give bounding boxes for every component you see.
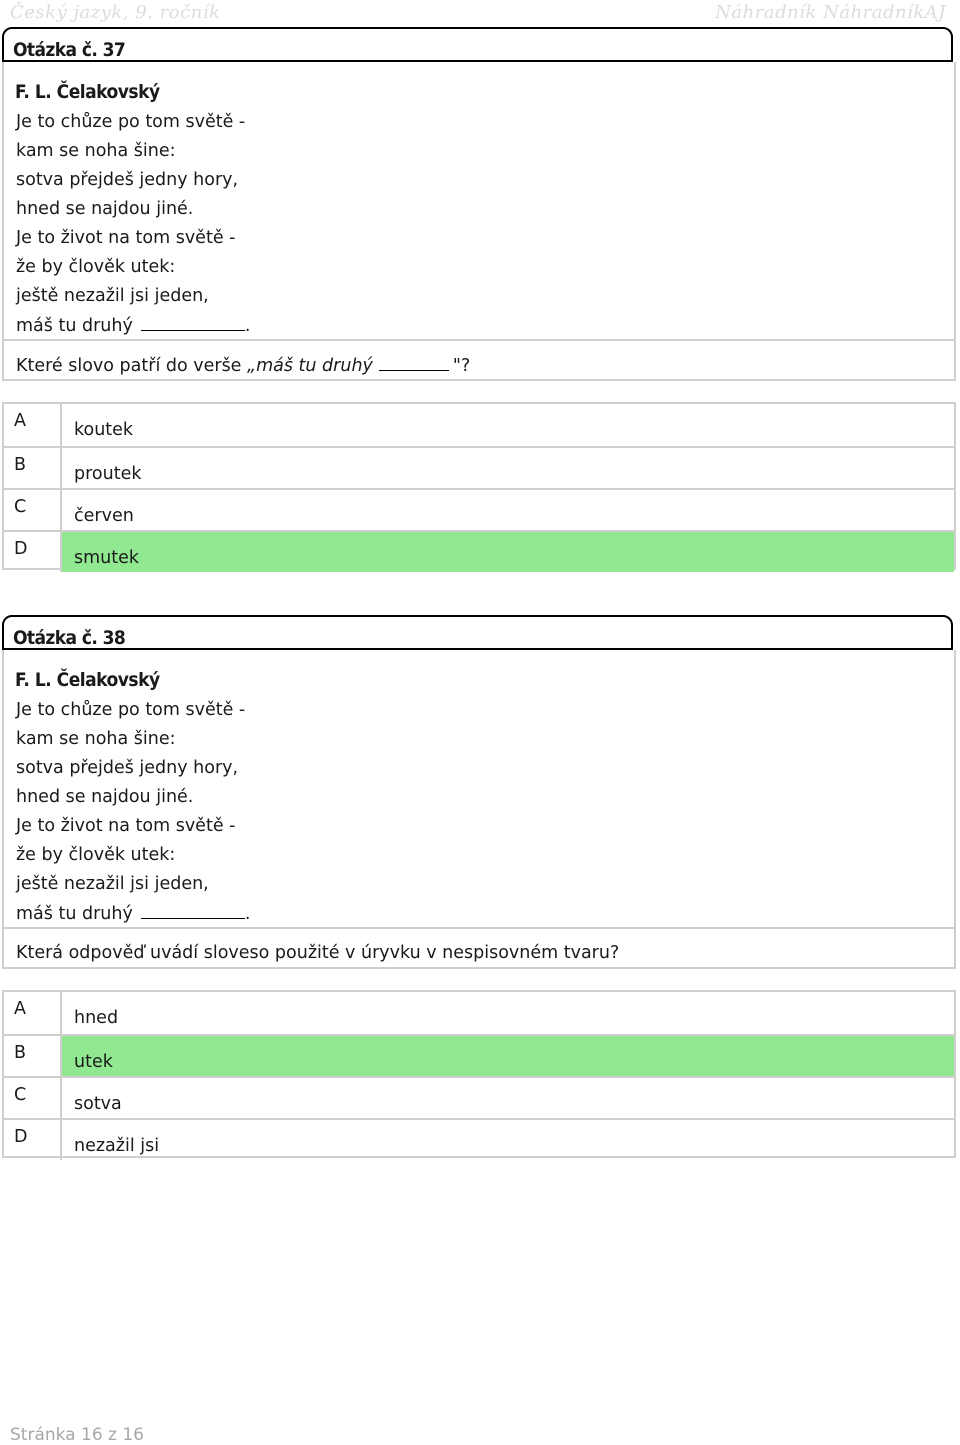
- option-letter: C: [14, 497, 27, 517]
- poem-line: Je to chůze po tom světě -: [16, 700, 246, 720]
- question-prompt: [16, 355, 470, 376]
- prompt-quote: „máš tu druhý: [247, 356, 373, 376]
- poem-line: hned se najdou jiné.: [16, 787, 194, 807]
- punctuation: .: [244, 904, 251, 924]
- poem-block: [2, 650, 956, 929]
- poem-line-blank: [16, 903, 250, 924]
- option-text: utek: [74, 1052, 113, 1072]
- option-letter: D: [14, 539, 28, 559]
- option-letter: C: [14, 1085, 27, 1105]
- option-text: koutek: [74, 420, 134, 440]
- question-prompt: Která odpověď uvádí sloveso použité v úryvku v nespisovném tvaru?: [16, 943, 620, 963]
- header-subject: Český jazyk, 9. ročník: [10, 2, 221, 23]
- poem-line: sotva přejdeš jedny hory,: [16, 758, 239, 778]
- poem-line-blank: [16, 315, 250, 336]
- poem-line: kam se noha šine:: [16, 729, 176, 749]
- poem-author: F. L. Čelakovský: [15, 81, 160, 103]
- option-letter: A: [14, 999, 26, 1019]
- question-title-box: [2, 615, 953, 650]
- question-prompt-row: [2, 927, 956, 969]
- option-a[interactable]: [4, 992, 954, 1034]
- answer-blank: [141, 903, 245, 919]
- option-letter: B: [14, 1043, 27, 1063]
- poem-line: kam se noha šine:: [16, 141, 176, 161]
- option-text: sotva: [74, 1094, 122, 1114]
- poem-line: Je to život na tom světě -: [16, 228, 236, 248]
- poem-line: máš tu druhý: [16, 316, 133, 336]
- prompt-end: "?: [452, 356, 471, 376]
- poem-line: hned se najdou jiné.: [16, 199, 194, 219]
- poem-line: ještě nezažil jsi jeden,: [16, 874, 209, 894]
- poem-line: že by člověk utek:: [16, 257, 176, 277]
- option-text: hned: [74, 1008, 119, 1028]
- option-d[interactable]: [4, 1118, 954, 1160]
- prompt-blank: [379, 355, 449, 371]
- option-b[interactable]: [4, 446, 954, 488]
- poem-line: Je to život na tom světě -: [16, 816, 236, 836]
- question-title-box: [2, 27, 953, 62]
- option-text: nezažil jsi: [74, 1136, 160, 1156]
- option-b-correct[interactable]: [4, 1034, 954, 1076]
- punctuation: .: [244, 316, 251, 336]
- header-student: Náhradník NáhradníkAJ: [715, 2, 946, 23]
- option-letter: D: [14, 1127, 28, 1147]
- question-title: Otázka č. 38: [13, 627, 126, 649]
- option-d-correct[interactable]: [4, 530, 954, 572]
- poem-line: ještě nezažil jsi jeden,: [16, 286, 209, 306]
- poem-line: máš tu druhý: [16, 904, 133, 924]
- answer-blank: [141, 315, 245, 331]
- option-letter: A: [14, 411, 26, 431]
- poem-author: F. L. Čelakovský: [15, 669, 160, 691]
- answer-options: [2, 990, 956, 1158]
- option-text: proutek: [74, 464, 142, 484]
- option-letter: B: [14, 455, 27, 475]
- poem-block: [2, 62, 956, 341]
- option-text: červen: [74, 506, 134, 526]
- option-c[interactable]: [4, 1076, 954, 1118]
- answer-options: [2, 402, 956, 570]
- poem-line: že by člověk utek:: [16, 845, 176, 865]
- poem-line: sotva přejdeš jedny hory,: [16, 170, 239, 190]
- question-title: Otázka č. 37: [13, 39, 126, 61]
- page-number: Stránka 16 z 16: [10, 1425, 144, 1445]
- prompt-text: Které slovo patří do verše: [16, 356, 248, 376]
- option-text: smutek: [74, 548, 140, 568]
- question-prompt-row: [2, 339, 956, 381]
- poem-line: Je to chůze po tom světě -: [16, 112, 246, 132]
- option-c[interactable]: [4, 488, 954, 530]
- option-a[interactable]: [4, 404, 954, 446]
